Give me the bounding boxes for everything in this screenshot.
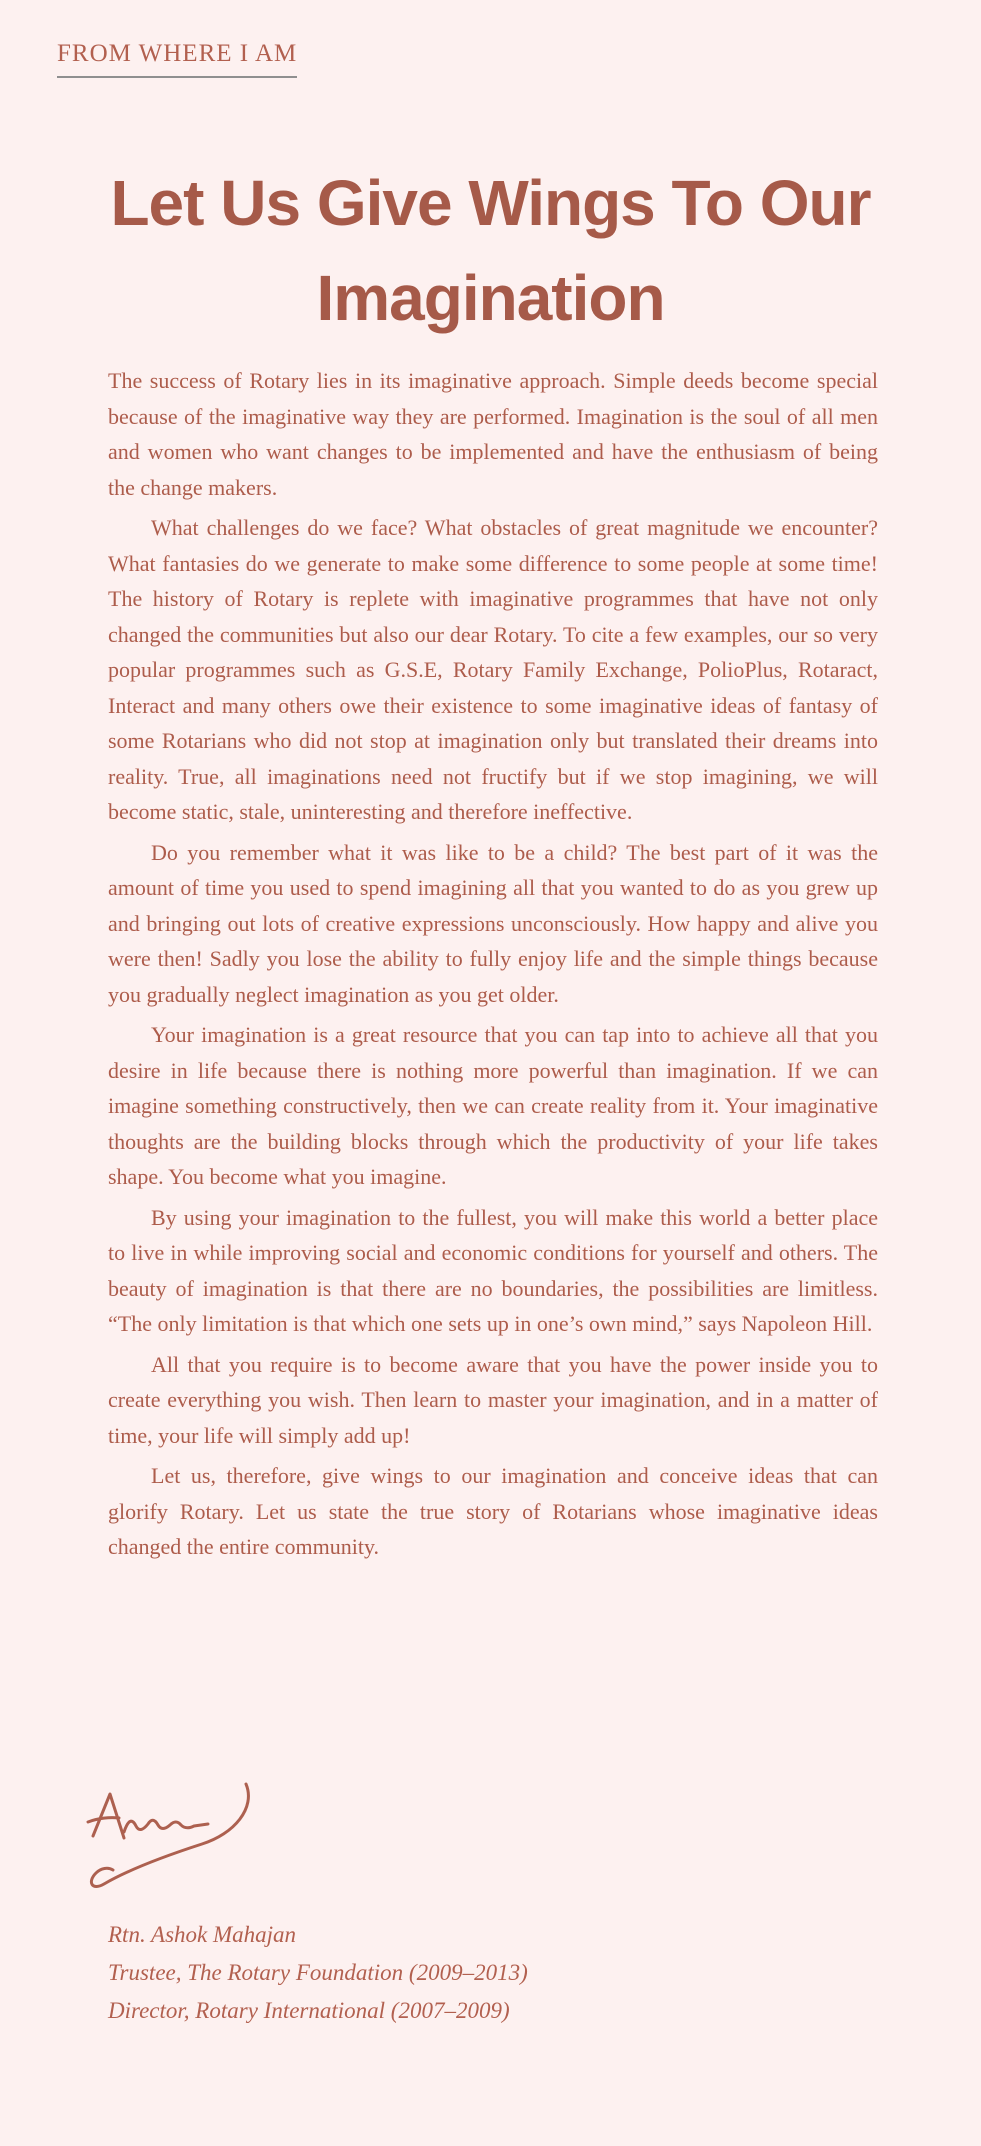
kicker-underline xyxy=(57,76,297,78)
article-paragraph: All that you require is to become aware that you have the power inside you to create everything you wish. Then learn to master your imagination, and in a matter of time, your life will simply add up! xyxy=(108,1351,878,1448)
signature-image xyxy=(86,1778,271,1906)
byline-line: Trustee, The Rotary Foundation (2009–2013) xyxy=(108,1960,528,1985)
article-paragraph: Let us, therefore, give wings to our imagination and conceive ideas that can glorify Rotary. Let us state the true story of Rotarians whose imaginative ideas changed the entire community. xyxy=(108,1463,878,1559)
section-header xyxy=(57,40,297,78)
signature-stroke xyxy=(88,1818,119,1822)
signature-ashok-graphic xyxy=(86,1778,271,1906)
article-paragraph: Your imagination is a great resource that you can tap into to achieve all that you desire in life because there is nothing more powerful than imagination. If we can imagine something constructively, then we can create reality from it. Your imaginative thoughts are the building blocks through which the productivity of your life takes shape. You become what you imagine. xyxy=(108,1022,878,1189)
article-paragraph: By using your imagination to the fullest, you will make this world a better place to live in while improving social and economic conditions for yourself and others. The beauty of imagination is that there are no boundaries, the possibilities are limitless. “The only limitation is that which one sets up in one’s own mind,” says Napoleon Hill. xyxy=(108,1204,878,1336)
article-paragraph: The success of Rotary lies in its imaginative approach. Simple deeds become special because of the imaginative way they are performed. Imagination is the soul of all men and women who want changes to be implemented and have the enthusiasm of being the change makers. xyxy=(108,368,878,500)
byline-line: Rtn. Ashok Mahajan xyxy=(108,1922,297,1947)
article-body xyxy=(108,363,878,1570)
signature-stroke xyxy=(93,1794,124,1838)
article-title xyxy=(0,156,981,346)
signature-stroke xyxy=(124,1820,208,1832)
signature-stroke xyxy=(91,1784,248,1887)
byline xyxy=(108,1916,528,2030)
article-paragraph: What challenges do we face? What obstacles of great magnitude we encounter? What fantasies do we generate to make some difference to some people at some time! The history of Rotary is replete with imaginative programmes that have not only changed the communities but also our dear Rotary. To cite a few examples, our so very popular programmes such as G.S.E, Rotary Family Exchange, PolioPlus, Rotaract, Interact and many others owe their existence to some imaginative ideas of fantasy of some Rotarians who did not stop at imagination only but translated their dreams into reality. True, all imaginations need not fructify but if we stop imagining, we will become static, stale, uninteresting and therefore ineffective. xyxy=(108,515,878,824)
article-title-line-2: Imagination xyxy=(316,262,665,334)
article-paragraph: Do you remember what it was like to be a child? The best part of it was the amount of time you used to spend imagining all that you wanted to do as you grew up and bringing out lots of creative expressions unconsciously. How happy and alive you were then! Sadly you lose the ability to fully enjoy life and the simple things because you gradually neglect imagination as you get older. xyxy=(108,839,878,1007)
section-kicker: FROM WHERE I AM xyxy=(57,40,298,67)
article-title-line-1: Let Us Give Wings To Our xyxy=(110,167,871,239)
byline-line: Director, Rotary International (2007–2009) xyxy=(108,1998,510,2023)
